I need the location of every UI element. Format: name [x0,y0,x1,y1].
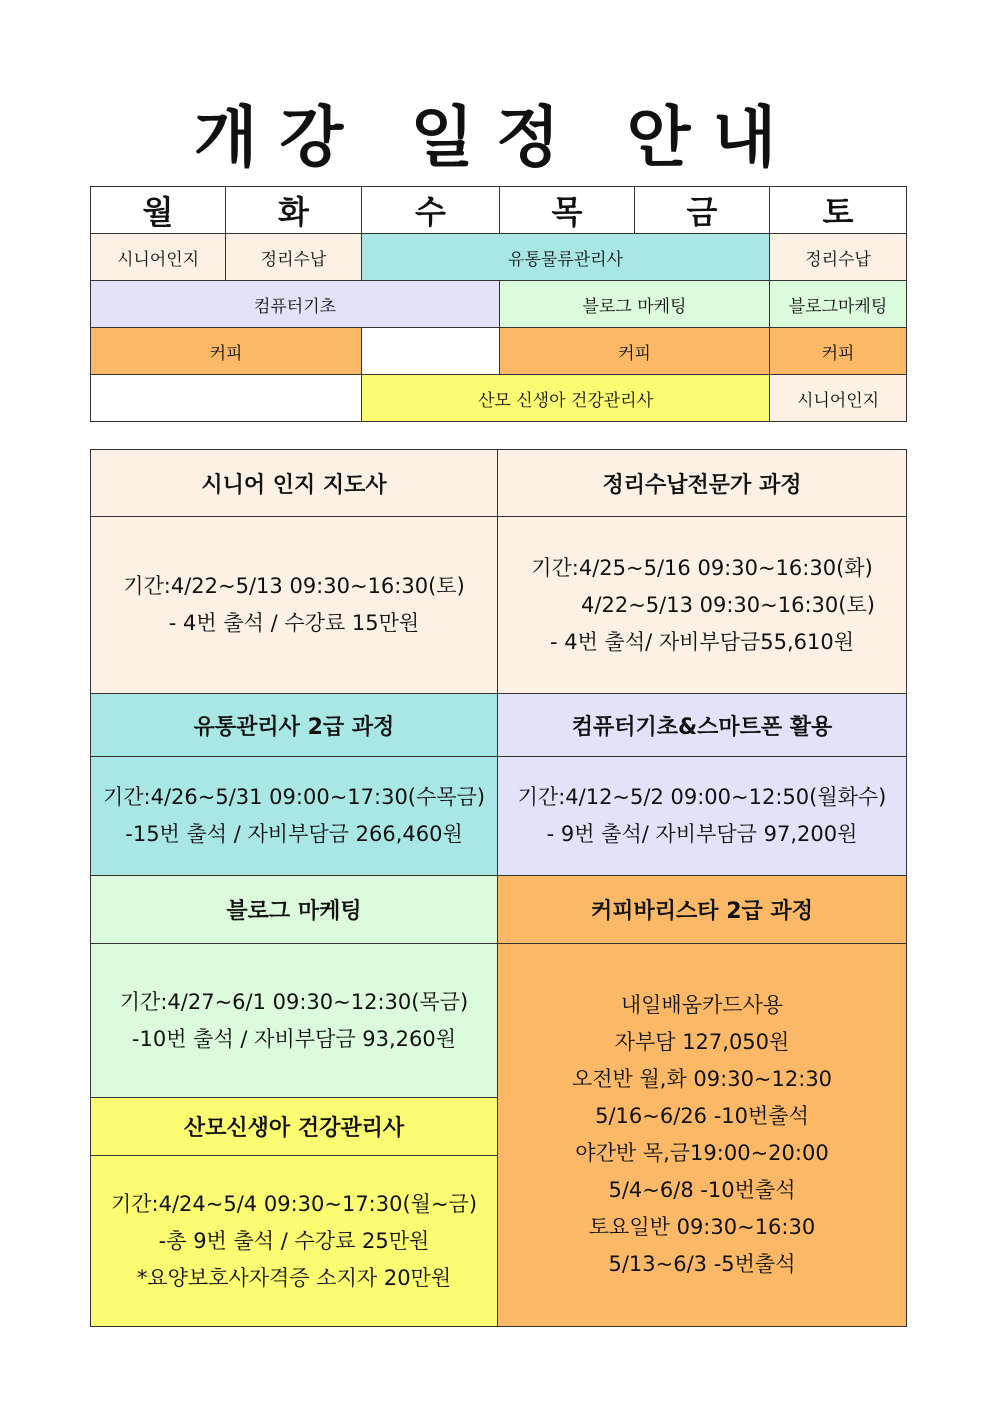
course-line: -15번 출석 / 자비부담금 266,460원 [125,822,463,846]
course-line: 기간:4/25~5/16 09:30~16:30(화) [531,555,873,580]
schedule-blog-thu-fri: 블로그 마케팅 [500,281,770,328]
course-line: 내일배움카드사용 [620,993,784,1017]
course-line: 기간:4/24~5/4 09:30~17:30(월~금) [110,1191,478,1216]
weekly-schedule-table [90,186,907,422]
course-title-senior: 시니어 인지 지도사 [91,450,498,517]
course-line: 자부담 127,050원 [614,1030,790,1054]
course-line: -10번 출석 / 자비부담금 93,260원 [131,1026,457,1051]
day-header-thu: 목 [500,187,635,234]
schedule-senior-mon: 시니어인지 [91,234,226,281]
course-line: 5/13~6/3 -5번출석 [608,1252,796,1276]
course-body-computer [498,757,907,876]
schedule-computer-mon-wed: 컴퓨터기초 [91,281,500,328]
course-line: - 9번 출석/ 자비부담금 97,200원 [546,822,858,846]
course-line: 5/16~6/26 -10번출석 [595,1104,809,1128]
course-line: - 4번 출석/ 자비부담금55,610원 [549,629,855,654]
course-body-organize [498,517,907,694]
course-body-postnatal [91,1156,498,1327]
schedule-postnatal-wed-fri: 산모 신생아 건강관리사 [362,375,770,422]
course-line: 야간반 목,금19:00~20:00 [575,1141,829,1165]
schedule-coffee-thu-fri: 커피 [500,328,770,375]
course-body-distribution [91,757,498,876]
course-body-senior [91,517,498,694]
schedule-empty-mon-tue [91,375,362,422]
schedule-empty-wed [362,328,500,375]
course-line: - 4번 출석 / 수강료 15만원 [168,611,420,635]
schedule-distribution-wed-fri: 유통물류관리사 [362,234,770,281]
day-header-mon: 월 [91,187,226,234]
page-title: 개강 일정 안내 [193,98,799,176]
course-line: -총 9번 출석 / 수강료 25만원 [158,1228,430,1253]
course-line: 기간:4/27~6/1 09:30~12:30(목금) [119,989,469,1014]
course-line: 기간:4/26~5/31 09:00~17:30(수목금) [102,785,486,809]
schedule-blog-sat: 블로그마케팅 [770,281,907,328]
course-title-blog: 블로그 마케팅 [91,876,498,944]
schedule-coffee-mon-tue: 커피 [91,328,362,375]
course-line: 기간:4/22~5/13 09:30~16:30(토) [123,574,465,598]
schedule-organize-sat: 정리수납 [770,234,907,281]
course-line: *요양보호사자격증 소지자 20만원 [136,1265,452,1290]
day-header-sat: 토 [770,187,907,234]
day-header-tue: 화 [226,187,362,234]
course-line: 4/22~5/13 09:30~16:30(토) [581,592,875,617]
day-header-fri: 금 [635,187,770,234]
course-line: 오전반 월,화 09:30~12:30 [571,1067,833,1091]
course-line: 5/4~6/8 -10번출석 [608,1178,796,1202]
course-body-coffee [498,944,907,1327]
day-header-wed: 수 [362,187,500,234]
course-title-postnatal: 산모신생아 건강관리사 [91,1098,498,1156]
course-line: 기간:4/12~5/2 09:00~12:50(월화수) [517,785,887,809]
course-details-table [90,449,907,1327]
course-body-blog [91,944,498,1098]
schedule-organize-tue: 정리수납 [226,234,362,281]
course-title-computer: 컴퓨터기초&스마트폰 활용 [498,694,907,757]
course-title-coffee: 커피바리스타 2급 과정 [498,876,907,944]
schedule-senior-sat: 시니어인지 [770,375,907,422]
schedule-coffee-sat: 커피 [770,328,907,375]
course-line: 토요일반 09:30~16:30 [588,1215,816,1239]
course-title-organize: 정리수납전문가 과정 [498,450,907,517]
course-title-distribution: 유통관리사 2급 과정 [91,694,498,757]
